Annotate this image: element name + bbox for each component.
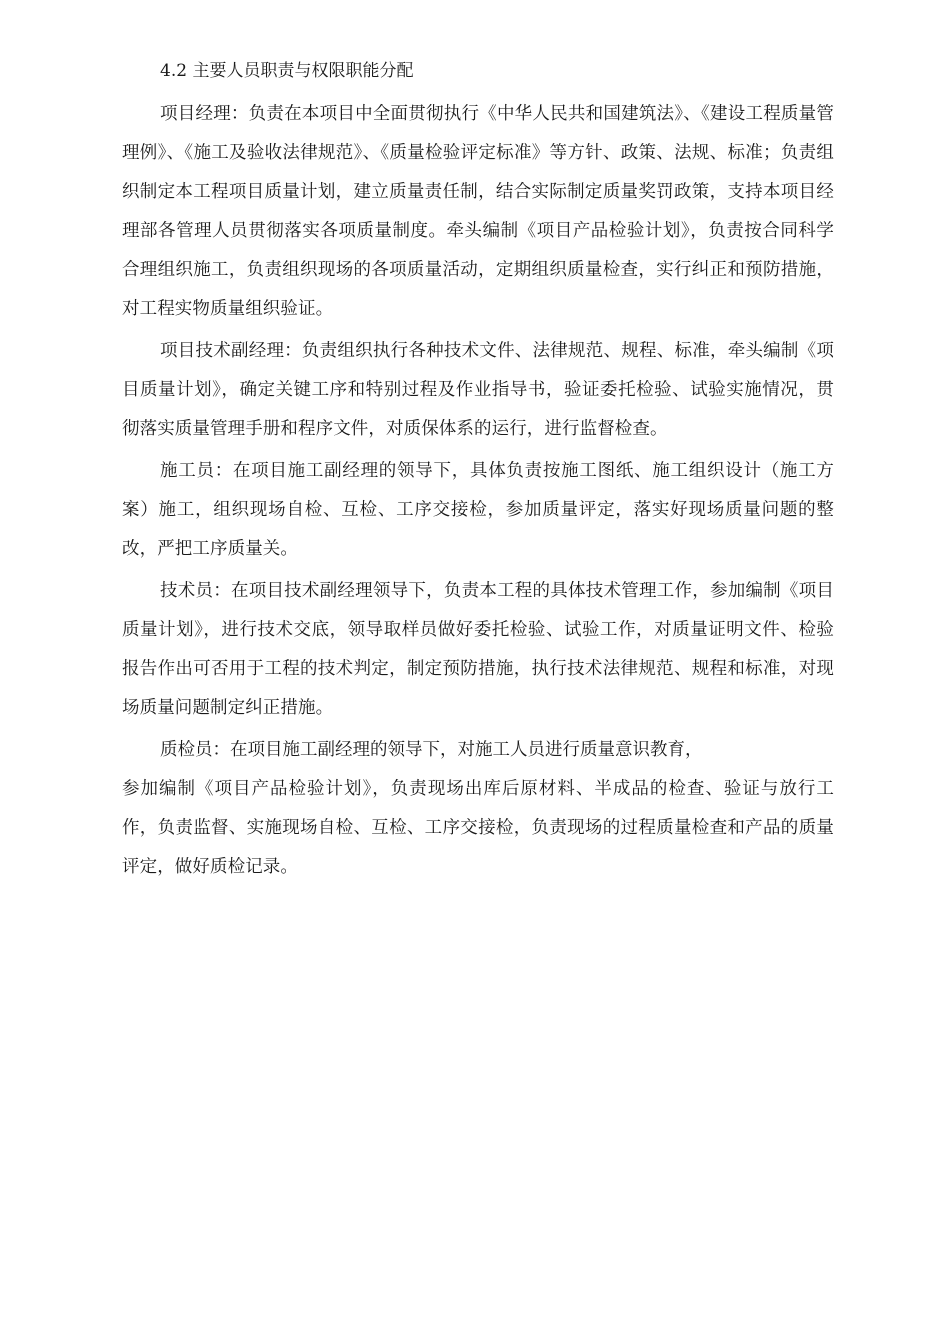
paragraph-quality-inspector-first-line: 质检员：在项目施工副经理的领导下，对施工人员进行质量意识教育， <box>160 740 703 760</box>
paragraph-technical-deputy: 项目技术副经理：负责组织执行各种技术文件、法律规范、规程、标准，牵头编制《项目质量计划》，确定关键工序和特别过程及作业指导书，验证委托检验、试验实施情况，贯彻落实质量管理手册和程序文件，对质保体系的运行，进行监督检查。 <box>122 341 834 439</box>
section-heading: 4.2 主要人员职责与权限职能分配 <box>160 61 414 81</box>
paragraph-project-manager: 项目经理：负责在本项目中全面贯彻执行《中华人民共和国建筑法》、《建设工程质量管理例》、《施工及验收法律规范》、《质量检验评定标准》等方针、政策、法规、标准；负责组织制定本工程项目质量计划，建立质量责任制，结合实际制定质量奖罚政策，支持本项目经理部各管理人员贯彻落实各项质量制度。牵头编制《项目产品检验计划》，负责按合同科学合理组织施工，负责组织现场的各项质量活动，定期组织质量检查，实行纠正和预防措施，对工程实物质量组织验证。 <box>122 104 834 319</box>
paragraph-quality-inspector-continuation: 参加编制《项目产品检验计划》，负责现场出库后原材料、半成品的检查、验证与放行工作，负责监督、实施现场自检、互检、工序交接检，负责现场的过程质量检查和产品的质量评定，做好质检记录。 <box>122 779 834 877</box>
paragraph-construction-officer: 施工员：在项目施工副经理的领导下，具体负责按施工图纸、施工组织设计（施工方案）施工，组织现场自检、互检、工序交接检，参加质量评定，落实好现场质量问题的整改，严把工序质量关。 <box>122 461 834 559</box>
paragraph-technician: 技术员：在项目技术副经理领导下，负责本工程的具体技术管理工作，参加编制《项目质量计划》，进行技术交底，领导取样员做好委托检验、试验工作，对质量证明文件、检验报告作出可否用于工程的技术判定，制定预防措施，执行技术法律规范、规程和标准，对现场质量问题制定纠正措施。 <box>122 581 834 718</box>
document-content <box>122 58 834 887</box>
